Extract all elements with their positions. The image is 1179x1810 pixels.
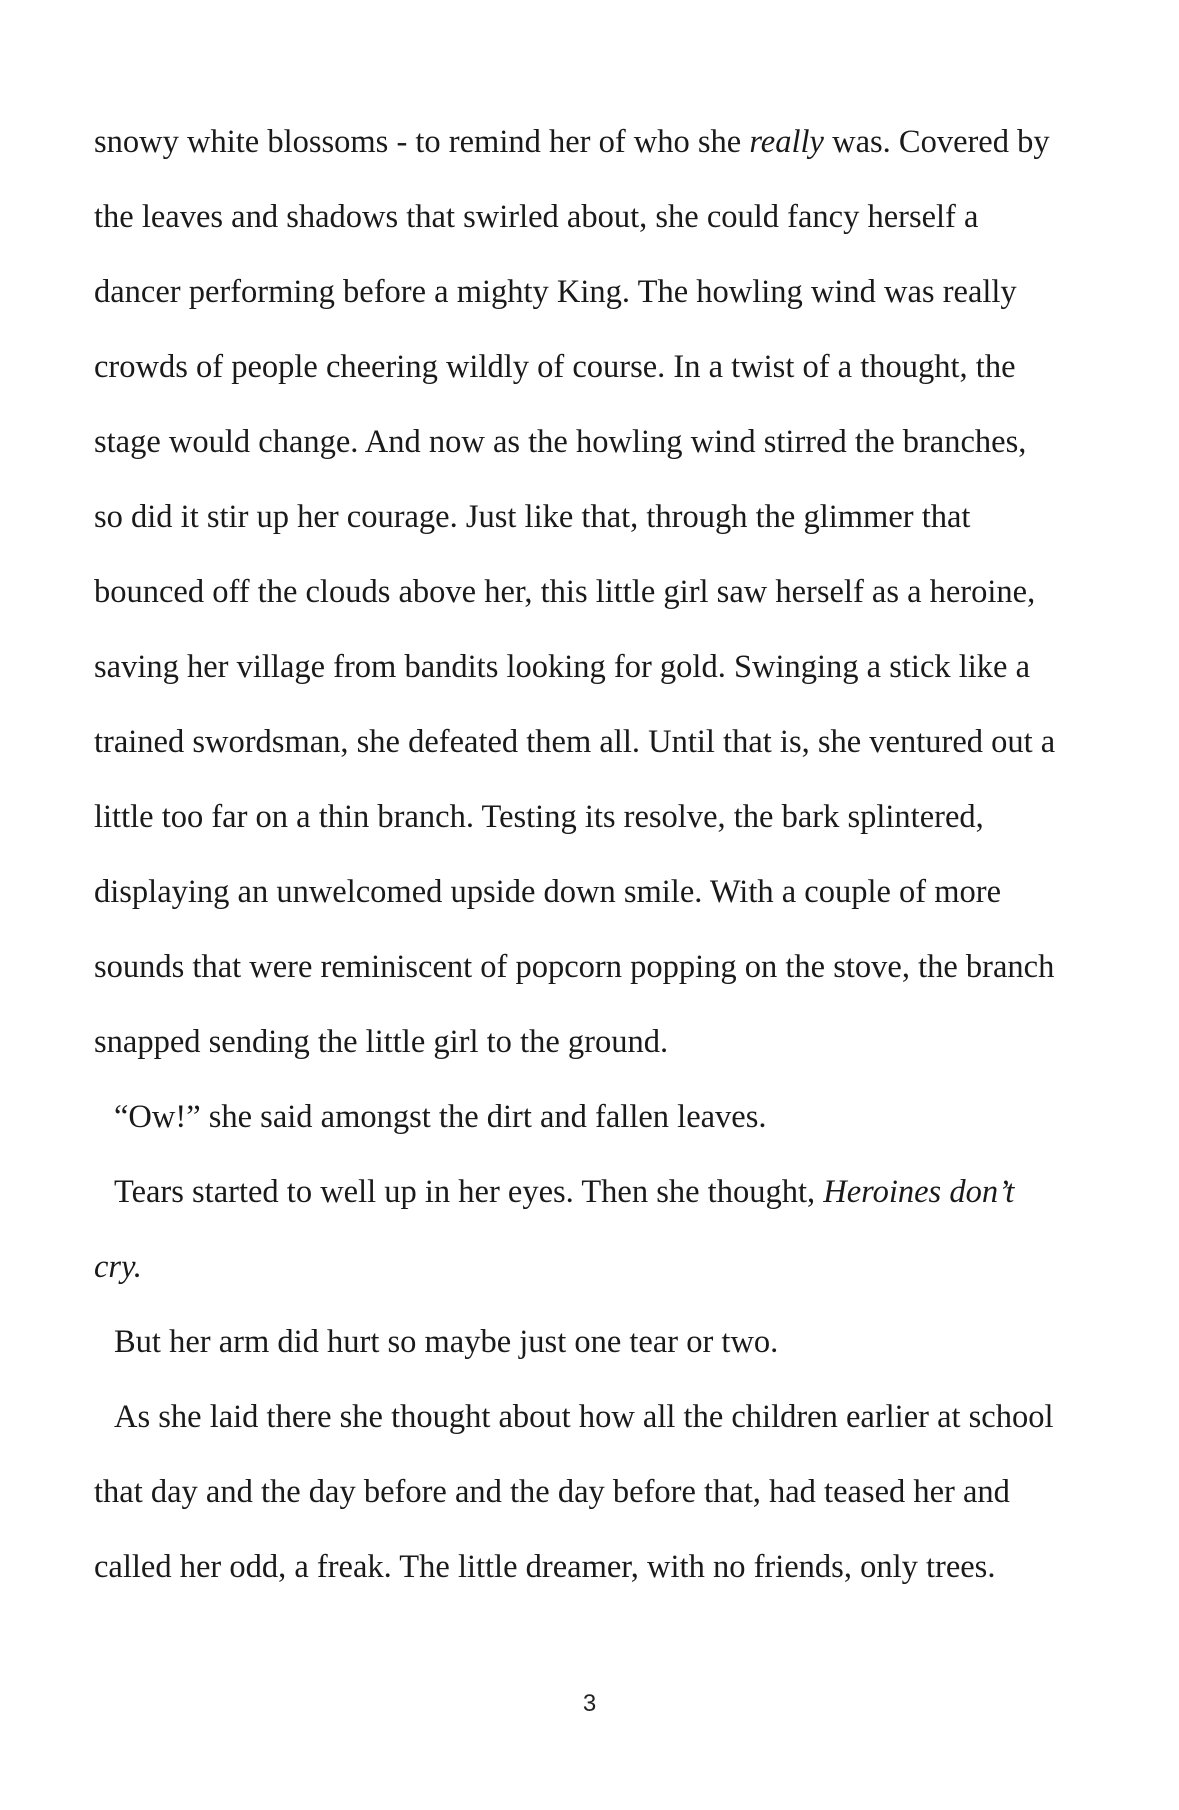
text-line: As she laid there she thought about how all the children earlier at school <box>114 1399 1054 1435</box>
text-line: But her arm did hurt so maybe just one tear or two. <box>114 1324 779 1360</box>
text-line: the leaves and shadows that swirled about, she could fancy herself a <box>94 199 979 235</box>
text-line: that day and the day before and the day before that, had teased her and <box>94 1474 1010 1510</box>
text-line: sounds that were reminiscent of popcorn popping on the stove, the branch <box>94 949 1055 985</box>
text-line: snowy white blossoms - to remind her of who she really was. Covered by <box>94 124 1050 160</box>
text-line: bounced off the clouds above her, this little girl saw herself as a heroine, <box>94 574 1036 610</box>
page-number: 3 <box>582 1690 597 1717</box>
text-line: crowds of people cheering wildly of course. In a twist of a thought, the <box>94 349 1016 385</box>
text-line: displaying an unwelcomed upside down smile. With a couple of more <box>94 874 1002 910</box>
text-line: dancer performing before a mighty King. The howling wind was really <box>94 274 1017 310</box>
text-line: Tears started to well up in her eyes. Then she thought, Heroines don’t <box>114 1174 1015 1210</box>
text-line: saving her village from bandits looking for gold. Swinging a stick like a <box>94 649 1031 685</box>
text-line: so did it stir up her courage. Just like that, through the glimmer that <box>94 499 971 535</box>
text-line: stage would change. And now as the howling wind stirred the branches, <box>94 424 1027 460</box>
text-line: called her odd, a freak. The little dreamer, with no friends, only trees. <box>94 1549 996 1585</box>
text-line: cry. <box>94 1249 142 1285</box>
body-text <box>94 112 1094 1612</box>
text-line: trained swordsman, she defeated them all. Until that is, she ventured out a <box>94 724 1056 760</box>
dialogue-line: “Ow!” she said amongst the dirt and fallen leaves. <box>114 1099 767 1135</box>
text-line: snapped sending the little girl to the ground. <box>94 1024 669 1060</box>
text-line: little too far on a thin branch. Testing its resolve, the bark splintered, <box>94 799 984 835</box>
